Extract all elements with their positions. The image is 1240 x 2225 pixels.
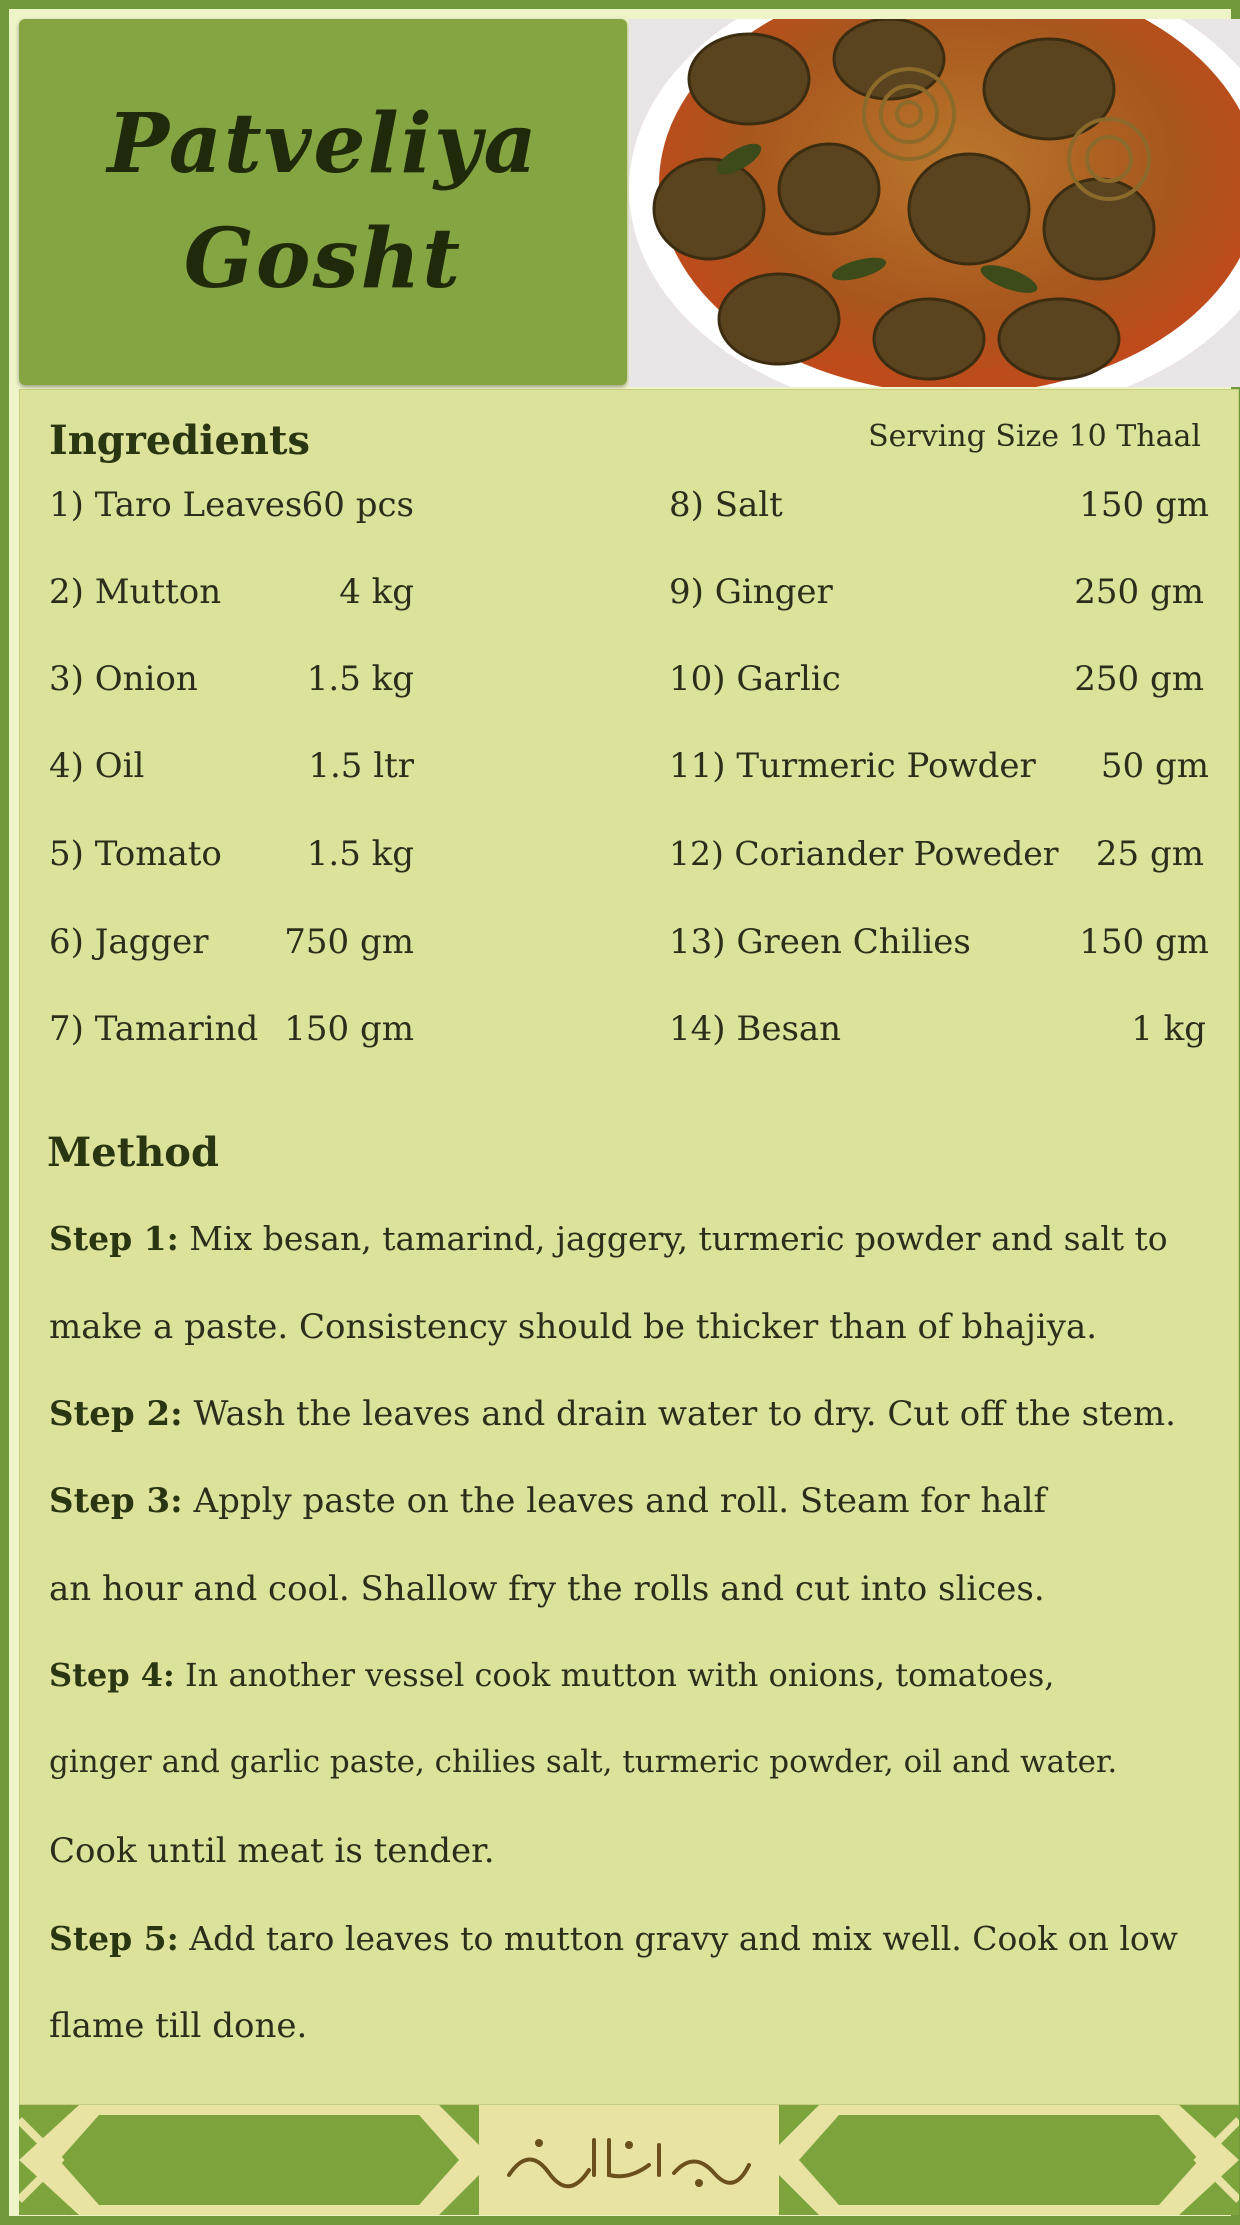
method-heading: Method xyxy=(47,1129,219,1176)
ingredient-name: 13) Green Chilies xyxy=(669,922,971,962)
calligraphy-logo xyxy=(499,2125,759,2195)
step-text: In another vessel cook mutton with onions, tomatoes, xyxy=(174,1656,1055,1694)
ingredient-qty: 1.5 ltr xyxy=(308,746,414,786)
step-label: Step 4: xyxy=(49,1656,175,1694)
method-line xyxy=(49,1394,1176,1434)
dish-photo-illustration xyxy=(629,19,1240,387)
title-box xyxy=(19,19,627,385)
ingredient-qty: 60 pcs xyxy=(301,485,414,525)
method-line xyxy=(49,1219,1168,1258)
dish-photo xyxy=(629,19,1240,387)
method-line xyxy=(49,1744,1117,1780)
recipe-title xyxy=(107,87,538,317)
step-label: Step 5: xyxy=(49,1919,179,1958)
method-line xyxy=(49,2006,307,2046)
content-panel xyxy=(19,389,1239,2105)
ingredient-qty: 750 gm xyxy=(284,922,414,962)
ingredient-qty: 1.5 kg xyxy=(306,659,414,699)
method-line xyxy=(49,1919,1178,1958)
step-text: ginger and garlic paste, chilies salt, turmeric powder, oil and water. xyxy=(49,1744,1118,1780)
step-text: Apply paste on the leaves and roll. Steam for half xyxy=(182,1481,1047,1521)
recipe-title-line1: Patveliya xyxy=(107,96,539,192)
ingredient-qty: 1.5 kg xyxy=(306,834,414,874)
footer-band xyxy=(19,2105,1239,2215)
ingredient-qty: 4 kg xyxy=(339,572,414,612)
step-text: Mix besan, tamarind, jaggery, turmeric powder and salt to xyxy=(178,1219,1168,1258)
method-line xyxy=(49,1831,495,1871)
ingredient-name: 14) Besan xyxy=(669,1009,842,1049)
ingredient-qty: 150 gm xyxy=(1079,485,1209,525)
ingredient-name: 1) Taro Leaves xyxy=(49,485,303,525)
recipe-title-line2: Gosht xyxy=(183,211,463,307)
ingredient-name: 12) Coriander Poweder xyxy=(669,834,1059,873)
serving-size: Serving Size 10 Thaal xyxy=(868,419,1201,454)
ingredient-qty: 150 gm xyxy=(1079,922,1209,962)
ingredient-qty: 250 gm xyxy=(1074,572,1204,612)
ingredients-heading: Ingredients xyxy=(49,417,310,464)
ingredient-name: 9) Ginger xyxy=(669,572,833,612)
step-text: flame till done. xyxy=(49,2006,308,2046)
step-text: an hour and cool. Shallow fry the rolls and cut into slices. xyxy=(49,1569,1045,1609)
ingredient-name: 10) Garlic xyxy=(669,659,841,699)
ingredient-qty: 25 gm xyxy=(1095,834,1204,874)
ingredient-name: 5) Tomato xyxy=(49,834,222,874)
ingredient-qty: 250 gm xyxy=(1074,659,1204,699)
ingredient-qty: 1 kg xyxy=(1131,1009,1206,1049)
step-label: Step 1: xyxy=(49,1219,179,1258)
step-text: Cook until meat is tender. xyxy=(49,1831,495,1871)
step-text: Add taro leaves to mutton gravy and mix well. Cook on low xyxy=(178,1919,1179,1958)
ingredient-qty: 150 gm xyxy=(284,1009,414,1049)
ingredient-name: 2) Mutton xyxy=(49,572,222,612)
method-line xyxy=(49,1656,1054,1694)
ingredient-name: 6) Jagger xyxy=(49,922,209,962)
step-text: make a paste. Consistency should be thicker than of bhajiya. xyxy=(49,1307,1098,1347)
ingredient-name: 3) Onion xyxy=(49,659,198,699)
step-label: Step 2: xyxy=(49,1394,183,1434)
ingredient-qty: 50 gm xyxy=(1100,746,1209,786)
ingredient-name: 11) Turmeric Powder xyxy=(669,746,1036,786)
ingredient-name: 4) Oil xyxy=(49,746,145,786)
method-line xyxy=(49,1481,1046,1521)
ingredient-name: 8) Salt xyxy=(669,485,783,525)
method-line xyxy=(49,1569,1045,1609)
step-label: Step 3: xyxy=(49,1481,183,1521)
step-text: Wash the leaves and drain water to dry. Cut off the stem. xyxy=(182,1394,1176,1434)
method-line xyxy=(49,1307,1097,1347)
recipe-card xyxy=(9,9,1231,2216)
ingredient-name: 7) Tamarind xyxy=(49,1009,259,1049)
